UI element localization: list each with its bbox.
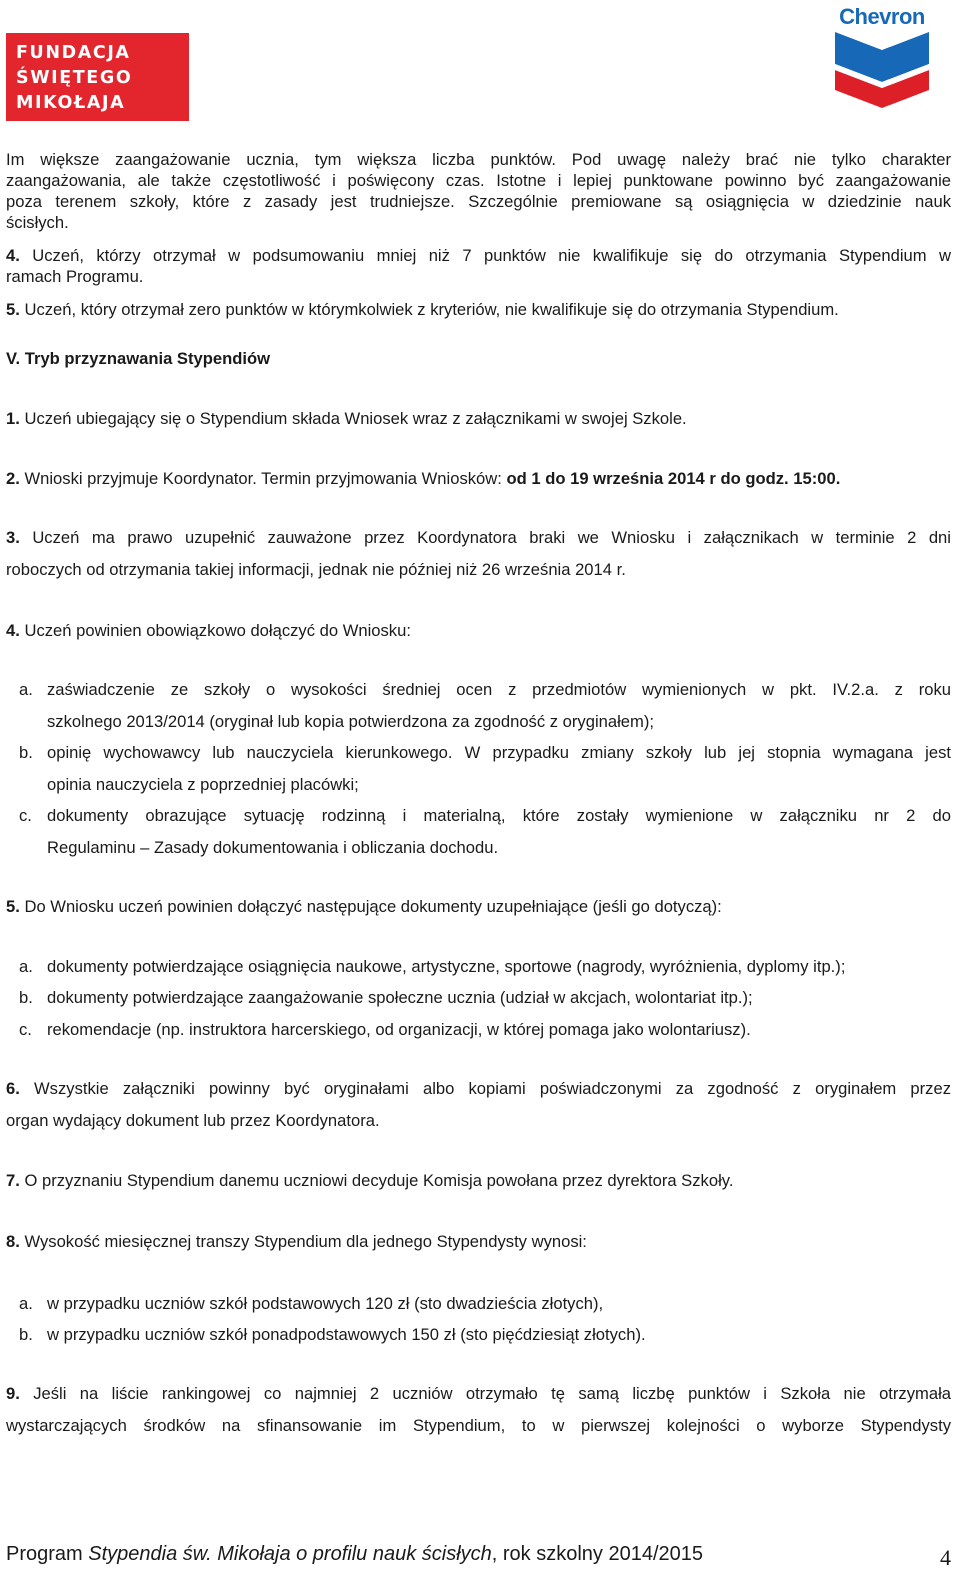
- point-number: 9.: [6, 1384, 20, 1403]
- point-text: Uczeń powinien obowiązkowo dołączyć do Wniosku:: [24, 621, 411, 640]
- point-text: Do Wniosku uczeń powinien dołączyć następujące dokumenty uzupełniające (jeśli go dotyczą):: [24, 897, 722, 916]
- list-marker: a.: [19, 1294, 33, 1313]
- chevron-emblem-icon: [835, 30, 929, 108]
- section-point-9: [6, 1378, 951, 1442]
- list-marker: b.: [19, 1325, 33, 1344]
- text-line: ramach Programu.: [6, 267, 144, 286]
- footer-program-name: Stypendia św. Mikołaja o profilu nauk ścisłych: [88, 1543, 492, 1565]
- section-point-7: [6, 1170, 951, 1191]
- section-point-2: [6, 468, 951, 489]
- text-line: zaświadczenie ze szkoły o wysokości średniej ocen z przedmiotów wymienionych w pkt. IV.2.a. z roku: [47, 680, 951, 699]
- point-number: 5.: [6, 300, 20, 319]
- list-text: rekomendacje (np. instruktora harcerskiego, od organizacji, w której pomaga jako wolontariusz).: [47, 1020, 751, 1039]
- point-text: Uczeń, który otrzymał zero punktów w którymkolwiek z kryteriów, nie kwalifikuje się do otrzymania Stypendium.: [24, 300, 839, 319]
- list-item: [19, 1014, 951, 1046]
- list-text: w przypadku uczniów szkół podstawowych 120 zł (sto dwadzieścia złotych),: [47, 1294, 604, 1313]
- fundacja-logo: [6, 33, 189, 121]
- text-line: opinię wychowawcy lub nauczyciela kierunkowego. W przypadku zmiany szkoły lub jej stopnia wymagana jest: [47, 743, 951, 762]
- text-line: organ wydający dokument lub przez Koordynatora.: [6, 1111, 380, 1130]
- chevron-logo: [832, 4, 932, 108]
- list-marker: b.: [19, 988, 33, 1007]
- fundacja-logo-line: MIKOŁAJA: [16, 93, 126, 113]
- text-line: wystarczających środków na sfinansowanie im Stypendium, to w pierwszej kolejności o wyborze Stypendysty: [6, 1416, 951, 1435]
- section-point-6: [6, 1073, 951, 1137]
- text-line: roboczych od otrzymania takiej informacji, jednak nie później niż 26 września 2014 r.: [6, 560, 626, 579]
- chevron-wordmark: Chevron: [839, 4, 925, 29]
- section-point-1: [6, 408, 951, 429]
- text-line: opinia nauczyciela z poprzedniej placówki;: [47, 774, 359, 794]
- text-line: zaangażowania, ale także częstotliwość i poświęcony czas. Istotne i lepiej punktowane powinno być zaangażowanie: [6, 171, 951, 190]
- point-text: O przyznaniu Stypendium danemu uczniowi decyduje Komisja powołana przez dyrektora Szkoły.: [24, 1171, 734, 1190]
- list-marker: a.: [19, 957, 33, 976]
- footer-suffix: , rok szkolny 2014/2015: [491, 1543, 704, 1565]
- text-line: szkolnego 2013/2014 (oryginał lub kopia potwierdzona za zgodność z oryginałem);: [47, 711, 654, 731]
- section-point-3: [6, 522, 951, 586]
- point-text: Wnioski przyjmuje Koordynator. Termin przyjmowania Wniosków:: [24, 469, 502, 488]
- section-point-5: [6, 896, 951, 917]
- list-item: [19, 674, 951, 737]
- deadline-text: od 1 do 19 września 2014 r do godz. 15:00.: [506, 469, 841, 488]
- point-number: 2.: [6, 469, 20, 488]
- list-item: [19, 1319, 951, 1351]
- page-number: 4: [940, 1545, 951, 1570]
- point-text: Wysokość miesięcznej transzy Stypendium dla jednego Stypendysty wynosi:: [24, 1232, 587, 1251]
- criteria-point-4: [6, 245, 951, 287]
- text-line: Im większe zaangażowanie ucznia, tym większa liczba punktów. Pod uwagę należy brać nie tylko charakter: [6, 150, 951, 169]
- point-text: Uczeń ma prawo uzupełnić zauważone przez Koordynatora braki we Wniosku i załącznikach w terminie 2 dni: [32, 528, 951, 547]
- criteria-point-5: [6, 299, 951, 320]
- list-item: [19, 982, 951, 1014]
- point-number: 8.: [6, 1232, 20, 1251]
- text-line: dokumenty obrazujące sytuację rodzinną i materialną, które zostały wymienione w załączniku nr 2 do: [47, 806, 951, 825]
- section-heading: V. Tryb przyznawania Stypendiów: [6, 349, 271, 368]
- point-number: 1.: [6, 409, 20, 428]
- list-item: [19, 1288, 951, 1320]
- text-line: Regulaminu – Zasady dokumentowania i obliczania dochodu.: [47, 837, 499, 857]
- list-item: [19, 951, 951, 983]
- footer-prefix: Program: [6, 1543, 89, 1565]
- point-text: Wszystkie załączniki powinny być oryginałami albo kopiami poświadczonymi za zgodność z oryginałem przez: [34, 1079, 951, 1098]
- list-text: dokumenty potwierdzające osiągnięcia naukowe, artystyczne, sportowe (nagrody, wyróżnienia, dyplomy itp.);: [47, 957, 846, 976]
- point-number: 3.: [6, 528, 20, 547]
- list-marker: c.: [19, 806, 32, 825]
- point-text: Uczeń ubiegający się o Stypendium składa Wniosek wraz z załącznikami w swojej Szkole.: [24, 409, 687, 428]
- list-item: [19, 800, 951, 863]
- list-marker: c.: [19, 1020, 32, 1039]
- list-item: [19, 737, 951, 800]
- point-number: 7.: [6, 1171, 20, 1190]
- page-footer: [6, 1542, 951, 1568]
- list-marker: b.: [19, 743, 33, 762]
- list-marker: a.: [19, 680, 33, 699]
- text-line: poza terenem szkoły, które z zasady jest trudniejsze. Szczególnie premiowane są osiągnięcia w dziedzinie nauk: [6, 192, 951, 211]
- text-line: ścisłych.: [6, 213, 69, 232]
- fundacja-logo-line: ŚWIĘTEGO: [16, 68, 133, 88]
- point-text: Jeśli na liście rankingowej co najmniej 2 uczniów otrzymało tę samą liczbę punktów i Szkoła nie otrzymała: [33, 1384, 951, 1403]
- point-number: 5.: [6, 897, 20, 916]
- list-text: dokumenty potwierdzające zaangażowanie społeczne ucznia (udział w akcjach, wolontariat itp.);: [47, 988, 753, 1007]
- point-number: 4.: [6, 246, 20, 265]
- intro-paragraph: [6, 149, 951, 233]
- section-point-8: [6, 1231, 951, 1252]
- point-number: 6.: [6, 1079, 20, 1098]
- point-number: 4.: [6, 621, 20, 640]
- point-text: Uczeń, którzy otrzymał w podsumowaniu mniej niż 7 punktów nie kwalifikuje się do otrzymania Stypendium w: [32, 246, 951, 265]
- list-text: w przypadku uczniów szkół ponadpodstawowych 150 zł (sto pięćdziesiąt złotych).: [47, 1325, 646, 1344]
- section-point-4: [6, 620, 951, 641]
- fundacja-logo-line: FUNDACJA: [16, 43, 131, 63]
